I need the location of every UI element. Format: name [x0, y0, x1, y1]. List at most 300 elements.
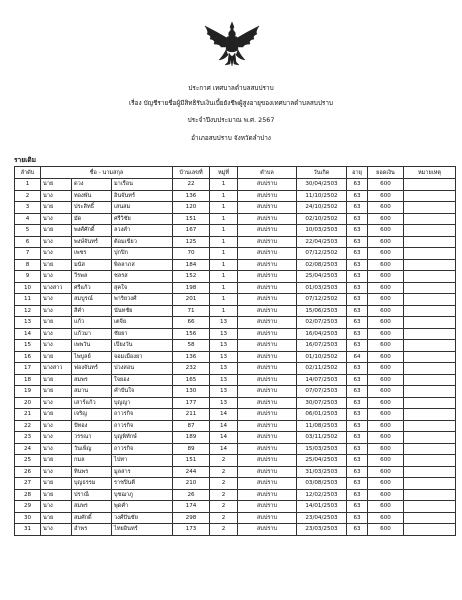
- cell-tambon: สบปราบ: [238, 340, 297, 352]
- cell-amount: 600: [368, 443, 404, 455]
- cell-dob: 16/04/2503: [297, 328, 347, 340]
- cell-last-name: เตจีย: [112, 317, 173, 329]
- cell-moo: 13: [210, 328, 238, 340]
- cell-first-name: สมพร: [72, 374, 112, 386]
- cell-no: 1: [15, 179, 41, 191]
- cell-tambon: สบปราบ: [238, 328, 297, 340]
- cell-prefix: นางสาว: [41, 363, 72, 375]
- cell-note: [404, 282, 456, 294]
- cell-moo: 2: [210, 489, 238, 501]
- table-row: [15, 443, 456, 455]
- district-province: อำเภอสบปราบ จังหวัดลำปาง: [191, 134, 271, 142]
- cell-age: 63: [347, 374, 368, 386]
- cell-dob: 07/07/2503: [297, 386, 347, 398]
- cell-age: 63: [347, 294, 368, 306]
- cell-no: 13: [15, 317, 41, 329]
- cell-dob: 14/01/2503: [297, 501, 347, 513]
- cell-house-no: 26: [173, 489, 210, 501]
- cell-moo: 14: [210, 420, 238, 432]
- cell-dob: 12/02/2503: [297, 489, 347, 501]
- cell-amount: 600: [368, 420, 404, 432]
- cell-house-no: 244: [173, 466, 210, 478]
- cell-prefix: นาย: [41, 351, 72, 363]
- cell-last-name: ถาวรกิจ: [112, 420, 173, 432]
- cell-note: [404, 443, 456, 455]
- cell-amount: 600: [368, 501, 404, 513]
- cell-age: 63: [347, 305, 368, 317]
- cell-no: 12: [15, 305, 41, 317]
- cell-tambon: สบปราบ: [238, 351, 297, 363]
- cell-dob: 11/10/2502: [297, 190, 347, 202]
- cell-prefix: นาง: [41, 466, 72, 478]
- cell-tambon: สบปราบ: [238, 397, 297, 409]
- cell-first-name: วีรพล: [72, 271, 112, 283]
- cell-moo: 13: [210, 374, 238, 386]
- cell-age: 63: [347, 489, 368, 501]
- cell-last-name: ราชปินตี: [112, 478, 173, 490]
- cell-moo: 1: [210, 294, 238, 306]
- cell-house-no: 89: [173, 443, 210, 455]
- cell-note: [404, 271, 456, 283]
- cell-first-name: ทินพร: [72, 466, 112, 478]
- cell-moo: 2: [210, 501, 238, 513]
- cell-note: [404, 213, 456, 225]
- cell-house-no: 298: [173, 512, 210, 524]
- table-row: [15, 248, 456, 260]
- cell-first-name: กมล: [72, 455, 112, 467]
- cell-amount: 600: [368, 328, 404, 340]
- cell-no: 8: [15, 259, 41, 271]
- table-row: [15, 202, 456, 214]
- cell-prefix: นาง: [41, 305, 72, 317]
- cell-house-no: 70: [173, 248, 210, 260]
- cell-first-name: สมาน: [72, 386, 112, 398]
- table-row: [15, 282, 456, 294]
- cell-house-no: 136: [173, 190, 210, 202]
- cell-note: [404, 328, 456, 340]
- cell-prefix: นาย: [41, 179, 72, 191]
- table-row: [15, 489, 456, 501]
- cell-moo: 1: [210, 225, 238, 237]
- cell-amount: 600: [368, 259, 404, 271]
- cell-tambon: สบปราบ: [238, 294, 297, 306]
- cell-first-name: เพพวัน: [72, 340, 112, 352]
- cell-tambon: สบปราบ: [238, 225, 297, 237]
- cell-last-name: ถาวรกิจ: [112, 443, 173, 455]
- cell-last-name: ต้อมเขียว: [112, 236, 173, 248]
- cell-amount: 600: [368, 432, 404, 444]
- cell-tambon: สบปราบ: [238, 248, 297, 260]
- cell-moo: 1: [210, 236, 238, 248]
- cell-note: [404, 409, 456, 421]
- cell-no: 4: [15, 213, 41, 225]
- cell-house-no: 87: [173, 420, 210, 432]
- cell-prefix: นาย: [41, 374, 72, 386]
- announcement-title: ประกาศ เทศบาลตำบลสบปราบ: [188, 84, 274, 92]
- cell-prefix: นาง: [41, 190, 72, 202]
- garuda-emblem: [201, 20, 263, 68]
- cell-house-no: 71: [173, 305, 210, 317]
- cell-first-name: เจริญ: [72, 409, 112, 421]
- cell-age: 63: [347, 190, 368, 202]
- table-row: [15, 317, 456, 329]
- cell-age: 63: [347, 501, 368, 513]
- table-row: [15, 351, 456, 363]
- cell-age: 63: [347, 202, 368, 214]
- table-row: [15, 420, 456, 432]
- table-row: [15, 271, 456, 283]
- cell-dob: 01/03/2503: [297, 282, 347, 294]
- cell-note: [404, 489, 456, 501]
- cell-dob: 16/07/2503: [297, 340, 347, 352]
- col-header-no: ลำดับ: [15, 167, 41, 179]
- cell-tambon: สบปราบ: [238, 374, 297, 386]
- table-row: [15, 225, 456, 237]
- cell-prefix: นาย: [41, 317, 72, 329]
- cell-house-no: 66: [173, 317, 210, 329]
- cell-moo: 14: [210, 409, 238, 421]
- cell-amount: 600: [368, 213, 404, 225]
- cell-house-no: 125: [173, 236, 210, 248]
- cell-last-name: ไทยอินทร์: [112, 524, 173, 536]
- cell-first-name: เพชร: [72, 248, 112, 260]
- cell-house-no: 152: [173, 271, 210, 283]
- cell-last-name: ศรีวิชัย: [112, 213, 173, 225]
- cell-last-name: ปวงสอน: [112, 363, 173, 375]
- cell-dob: 02/07/2503: [297, 317, 347, 329]
- cell-moo: 13: [210, 317, 238, 329]
- cell-house-no: 173: [173, 524, 210, 536]
- cell-dob: 06/01/2503: [297, 409, 347, 421]
- cell-amount: 600: [368, 386, 404, 398]
- cell-dob: 30/07/2503: [297, 397, 347, 409]
- cell-prefix: นาง: [41, 248, 72, 260]
- cell-no: 25: [15, 455, 41, 467]
- cell-last-name: บุชฌาภู: [112, 489, 173, 501]
- table-row: [15, 179, 456, 191]
- table-row: [15, 236, 456, 248]
- cell-note: [404, 340, 456, 352]
- cell-age: 63: [347, 409, 368, 421]
- cell-no: 19: [15, 386, 41, 398]
- table-row: [15, 466, 456, 478]
- cell-prefix: นาย: [41, 386, 72, 398]
- cell-first-name: วันเพ็ญ: [72, 443, 112, 455]
- cell-prefix: นาย: [41, 512, 72, 524]
- cell-age: 63: [347, 236, 368, 248]
- fiscal-year: ประจำปีงบประมาณ พ.ศ. 2567: [187, 116, 275, 124]
- cell-note: [404, 202, 456, 214]
- cell-amount: 600: [368, 455, 404, 467]
- cell-no: 15: [15, 340, 41, 352]
- cell-first-name: วรรณา: [72, 432, 112, 444]
- cell-no: 2: [15, 190, 41, 202]
- cell-amount: 600: [368, 409, 404, 421]
- cell-no: 23: [15, 432, 41, 444]
- cell-no: 3: [15, 202, 41, 214]
- cell-dob: 23/04/2503: [297, 512, 347, 524]
- cell-house-no: 174: [173, 501, 210, 513]
- cell-house-no: 151: [173, 455, 210, 467]
- cell-moo: 1: [210, 202, 238, 214]
- cell-note: [404, 512, 456, 524]
- cell-prefix: นาง: [41, 294, 72, 306]
- cell-prefix: นาย: [41, 202, 72, 214]
- cell-no: 17: [15, 363, 41, 375]
- cell-house-no: 184: [173, 259, 210, 271]
- announcement-subject: เรื่อง บัญชีรายชื่อผู้มีสิทธิรับเงินเบี้ยยังชีพผู้สูงอายุของเทศบาลตำบลสบปราบ: [128, 99, 333, 107]
- cell-moo: 13: [210, 397, 238, 409]
- cell-last-name: เปียงวัน: [112, 340, 173, 352]
- cell-amount: 600: [368, 524, 404, 536]
- cell-house-no: 201: [173, 294, 210, 306]
- cell-no: 30: [15, 512, 41, 524]
- cell-no: 18: [15, 374, 41, 386]
- cell-last-name: คำปันใจ: [112, 386, 173, 398]
- table-row: [15, 409, 456, 421]
- cell-note: [404, 455, 456, 467]
- cell-no: 16: [15, 351, 41, 363]
- cell-dob: 15/03/2503: [297, 443, 347, 455]
- cell-note: [404, 294, 456, 306]
- cell-moo: 2: [210, 512, 238, 524]
- cell-prefix: นาง: [41, 443, 72, 455]
- cell-age: 63: [347, 282, 368, 294]
- cell-first-name: สมพร: [72, 501, 112, 513]
- cell-tambon: สบปราบ: [238, 478, 297, 490]
- cell-note: [404, 420, 456, 432]
- cell-age: 63: [347, 466, 368, 478]
- cell-amount: 600: [368, 271, 404, 283]
- cell-first-name: พงศ์ศักดิ์: [72, 225, 112, 237]
- table-row: [15, 524, 456, 536]
- cell-moo: 2: [210, 455, 238, 467]
- cell-note: [404, 432, 456, 444]
- col-header-name: ชื่อ - นามสกุล: [41, 167, 173, 179]
- cell-no: 21: [15, 409, 41, 421]
- cell-amount: 600: [368, 466, 404, 478]
- cell-last-name: ถาวรกิจ: [112, 409, 173, 421]
- cell-last-name: จอมเมืองยา: [112, 351, 173, 363]
- cell-age: 63: [347, 179, 368, 191]
- cell-age: 63: [347, 512, 368, 524]
- cell-house-no: 167: [173, 225, 210, 237]
- cell-tambon: สบปราบ: [238, 236, 297, 248]
- table-row: [15, 455, 456, 467]
- cell-no: 5: [15, 225, 41, 237]
- table-row: [15, 501, 456, 513]
- cell-moo: 1: [210, 305, 238, 317]
- cell-dob: 11/08/2503: [297, 420, 347, 432]
- cell-note: [404, 179, 456, 191]
- cell-amount: 600: [368, 317, 404, 329]
- table-header-row: [15, 167, 456, 179]
- cell-age: 63: [347, 420, 368, 432]
- cell-house-no: 58: [173, 340, 210, 352]
- cell-house-no: 156: [173, 328, 210, 340]
- cell-last-name: มาเรือน: [112, 179, 173, 191]
- cell-dob: 01/10/2502: [297, 351, 347, 363]
- cell-tambon: สบปราบ: [238, 466, 297, 478]
- cell-no: 22: [15, 420, 41, 432]
- cell-amount: 600: [368, 190, 404, 202]
- cell-prefix: นาง: [41, 420, 72, 432]
- cell-last-name: อินจันทร์: [112, 190, 173, 202]
- cell-prefix: นาย: [41, 409, 72, 421]
- cell-dob: 10/03/2503: [297, 225, 347, 237]
- table-body: [15, 179, 456, 536]
- cell-amount: 600: [368, 202, 404, 214]
- col-header-note: หมายเหตุ: [404, 167, 456, 179]
- cell-last-name: ไปทา: [112, 455, 173, 467]
- table-row: [15, 328, 456, 340]
- cell-moo: 2: [210, 478, 238, 490]
- cell-house-no: 151: [173, 213, 210, 225]
- cell-house-no: 130: [173, 386, 210, 398]
- cell-amount: 600: [368, 248, 404, 260]
- cell-prefix: นาย: [41, 478, 72, 490]
- cell-moo: 1: [210, 190, 238, 202]
- cell-prefix: นาง: [41, 213, 72, 225]
- cell-no: 29: [15, 501, 41, 513]
- cell-first-name: ไพบูลย์: [72, 351, 112, 363]
- cell-tambon: สบปราบ: [238, 317, 297, 329]
- cell-moo: 13: [210, 363, 238, 375]
- cell-moo: 1: [210, 259, 238, 271]
- cell-tambon: สบปราบ: [238, 524, 297, 536]
- cell-note: [404, 397, 456, 409]
- cell-tambon: สบปราบ: [238, 409, 297, 421]
- cell-dob: 24/10/2502: [297, 202, 347, 214]
- table-row: [15, 386, 456, 398]
- cell-dob: 02/11/2502: [297, 363, 347, 375]
- table-row: [15, 305, 456, 317]
- cell-first-name: สมบูรณ์: [72, 294, 112, 306]
- cell-first-name: ศรีแก้ว: [72, 282, 112, 294]
- cell-house-no: 120: [173, 202, 210, 214]
- cell-dob: 03/08/2503: [297, 478, 347, 490]
- cell-no: 6: [15, 236, 41, 248]
- cell-tambon: สบปราบ: [238, 305, 297, 317]
- cell-no: 28: [15, 489, 41, 501]
- cell-age: 63: [347, 340, 368, 352]
- cell-last-name: พาริยวงศ์: [112, 294, 173, 306]
- cell-prefix: นาง: [41, 340, 72, 352]
- cell-moo: 1: [210, 213, 238, 225]
- col-header-house: บ้านเลขที่: [173, 167, 210, 179]
- cell-house-no: 22: [173, 179, 210, 191]
- cell-moo: 1: [210, 248, 238, 260]
- cell-tambon: สบปราบ: [238, 489, 297, 501]
- cell-age: 63: [347, 328, 368, 340]
- cell-house-no: 211: [173, 409, 210, 421]
- cell-no: 24: [15, 443, 41, 455]
- cell-first-name: ประสิทธิ์: [72, 202, 112, 214]
- cell-age: 63: [347, 455, 368, 467]
- cell-first-name: ปราณี: [72, 489, 112, 501]
- cell-tambon: สบปราบ: [238, 259, 297, 271]
- cell-tambon: สบปราบ: [238, 190, 297, 202]
- cell-note: [404, 317, 456, 329]
- cell-dob: 02/10/2502: [297, 213, 347, 225]
- cell-first-name: สมศักดิ์: [72, 512, 112, 524]
- table-row: [15, 397, 456, 409]
- cell-note: [404, 236, 456, 248]
- cell-note: [404, 478, 456, 490]
- cell-note: [404, 190, 456, 202]
- cell-amount: 600: [368, 305, 404, 317]
- cell-moo: 13: [210, 386, 238, 398]
- cell-first-name: บุญธรรม: [72, 478, 112, 490]
- cell-moo: 13: [210, 351, 238, 363]
- cell-moo: 2: [210, 524, 238, 536]
- cell-prefix: นาง: [41, 397, 72, 409]
- cell-last-name: ชลรส: [112, 271, 173, 283]
- cell-dob: 03/11/2502: [297, 432, 347, 444]
- cell-last-name: เสนสม: [112, 202, 173, 214]
- cell-last-name: นันทชัย: [112, 305, 173, 317]
- cell-first-name: แก้ว: [72, 317, 112, 329]
- cell-age: 63: [347, 386, 368, 398]
- table-row: [15, 478, 456, 490]
- cell-dob: 23/03/2503: [297, 524, 347, 536]
- cell-first-name: ทองพัน: [72, 190, 112, 202]
- cell-prefix: นาย: [41, 259, 72, 271]
- cell-tambon: สบปราบ: [238, 512, 297, 524]
- cell-note: [404, 374, 456, 386]
- cell-tambon: สบปราบ: [238, 386, 297, 398]
- cell-prefix: นาง: [41, 271, 72, 283]
- cell-note: [404, 259, 456, 271]
- cell-amount: 600: [368, 282, 404, 294]
- table-row: [15, 294, 456, 306]
- cell-prefix: นาง: [41, 524, 72, 536]
- cell-tambon: สบปราบ: [238, 282, 297, 294]
- cell-first-name: ฟองจันทร์: [72, 363, 112, 375]
- cell-tambon: สบปราบ: [238, 202, 297, 214]
- cell-amount: 600: [368, 340, 404, 352]
- cell-age: 63: [347, 524, 368, 536]
- section-label: รายเดิม: [14, 156, 36, 164]
- cell-house-no: 189: [173, 432, 210, 444]
- cell-no: 31: [15, 524, 41, 536]
- table-row: [15, 213, 456, 225]
- cell-house-no: 210: [173, 478, 210, 490]
- cell-amount: 600: [368, 294, 404, 306]
- cell-first-name: แก้วมา: [72, 328, 112, 340]
- cell-first-name: อำพร: [72, 524, 112, 536]
- cell-last-name: บุญญา: [112, 397, 173, 409]
- cell-note: [404, 305, 456, 317]
- cell-first-name: สีคำ: [72, 305, 112, 317]
- cell-prefix: นาย: [41, 489, 72, 501]
- cell-note: [404, 386, 456, 398]
- beneficiary-table: [14, 166, 456, 536]
- cell-no: 27: [15, 478, 41, 490]
- cell-no: 10: [15, 282, 41, 294]
- cell-age: 63: [347, 213, 368, 225]
- cell-no: 14: [15, 328, 41, 340]
- cell-tambon: สบปราบ: [238, 213, 297, 225]
- cell-dob: 30/04/2503: [297, 179, 347, 191]
- table-row: [15, 363, 456, 375]
- cell-last-name: สุคใจ: [112, 282, 173, 294]
- cell-no: 7: [15, 248, 41, 260]
- cell-last-name: พุดคำ: [112, 501, 173, 513]
- cell-age: 63: [347, 259, 368, 271]
- cell-note: [404, 524, 456, 536]
- cell-prefix: นาง: [41, 501, 72, 513]
